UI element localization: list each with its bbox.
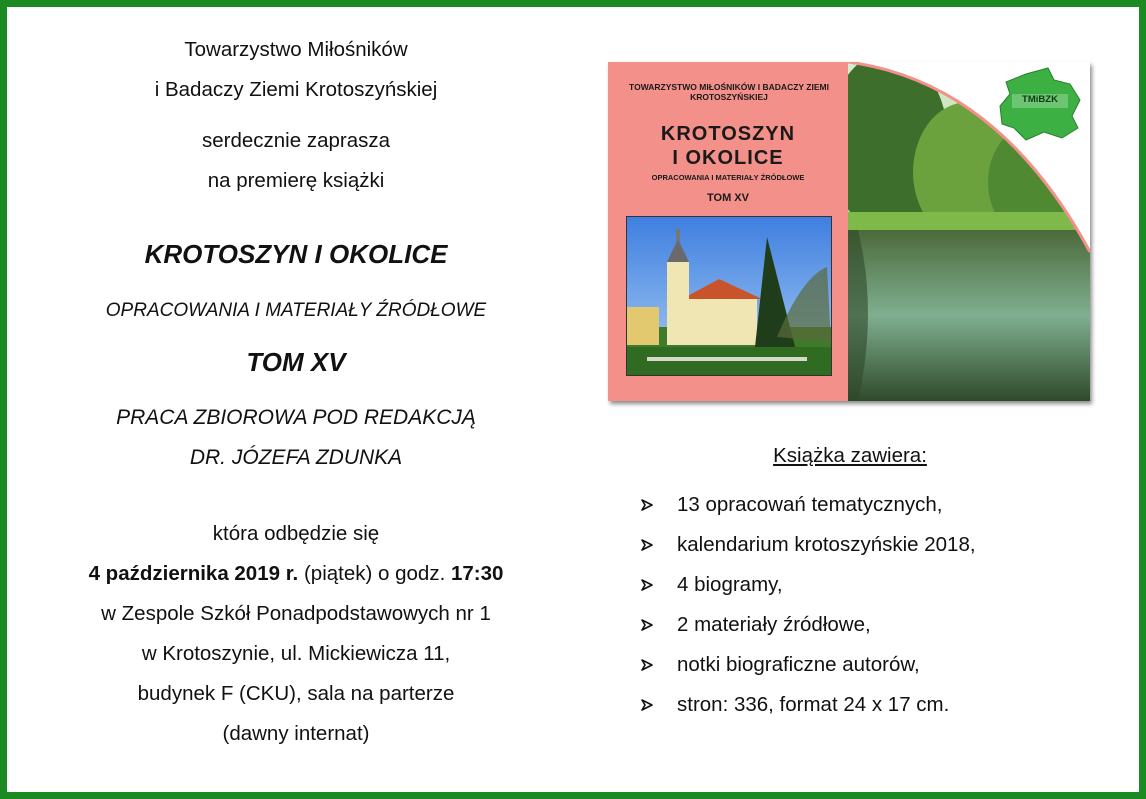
cover-volume: TOM XV — [707, 192, 749, 204]
volume-label: TOM XV — [246, 347, 346, 377]
cover-title-line-2: I OKOLICE — [672, 147, 784, 169]
arrow-bullet-icon — [640, 613, 654, 637]
event-time: 17:30 — [450, 562, 504, 585]
arrow-bullet-icon — [640, 573, 654, 597]
editor-line-1: PRACA ZBIOROWA POD REDAKCJĄ — [116, 406, 476, 429]
society-logo — [996, 66, 1084, 142]
logo-text: TMiBZK — [1022, 94, 1058, 105]
list-item-text: 4 biogramy, — [677, 573, 783, 596]
cover-subtitle: OPRACOWANIA I MATERIAŁY ŹRÓDŁOWE — [651, 173, 805, 182]
arrow-bullet-icon — [640, 693, 654, 717]
event-line-1: która odbędzie się — [212, 522, 380, 545]
venue-line-3: budynek F (CKU), sala na parterze — [137, 682, 455, 705]
church-illustration — [627, 217, 831, 375]
event-date-line — [40, 562, 552, 586]
cover-org: TOWARZYSTWO MIŁOŚNIKÓW I BADACZY ZIEMI KROTOSZYŃSKIEJ — [629, 82, 829, 102]
cover-title — [618, 122, 838, 170]
cover-title-line-1: KROTOSZYN — [660, 123, 796, 145]
event-date: 4 października 2019 r. — [88, 562, 299, 585]
event-day: (piątek) o godz. — [298, 562, 451, 585]
list-item-text: stron: 336, format 24 x 17 cm. — [677, 693, 950, 716]
list-item-text: notki biograficzne autorów, — [677, 653, 920, 676]
venue-line-1: w Zespole Szkół Ponadpodstawowych nr 1 — [101, 602, 491, 625]
editor-line-2: DR. JÓZEFA ZDUNKA — [189, 446, 403, 469]
invite-line-2: na premierę książki — [207, 169, 385, 192]
venue-line-2: w Krotoszynie, ul. Mickiewicza 11, — [141, 642, 451, 665]
book-subtitle: OPRACOWANIA I MATERIAŁY ŹRÓDŁOWE — [105, 300, 487, 321]
invite-line-1: serdecznie zaprasza — [201, 129, 390, 152]
list-item-text: 13 opracowań tematycznych, — [677, 493, 943, 516]
arrow-bullet-icon — [640, 493, 654, 517]
list-item-text: kalendarium krotoszyńskie 2018, — [677, 533, 976, 556]
list-item-text: 2 materiały źródłowe, — [677, 613, 871, 636]
org-line-1: Towarzystwo Miłośników — [184, 38, 408, 61]
org-line-2: i Badaczy Ziemi Krotoszyńskiej — [154, 78, 438, 101]
book-cover — [608, 62, 1090, 401]
book-title: KROTOSZYN I OKOLICE — [144, 239, 448, 269]
church-photo — [626, 216, 832, 376]
contents-heading: Książka zawiera: — [773, 444, 927, 467]
arrow-bullet-icon — [640, 653, 654, 677]
venue-line-4: (dawny internat) — [222, 722, 370, 745]
arrow-bullet-icon — [640, 533, 654, 557]
